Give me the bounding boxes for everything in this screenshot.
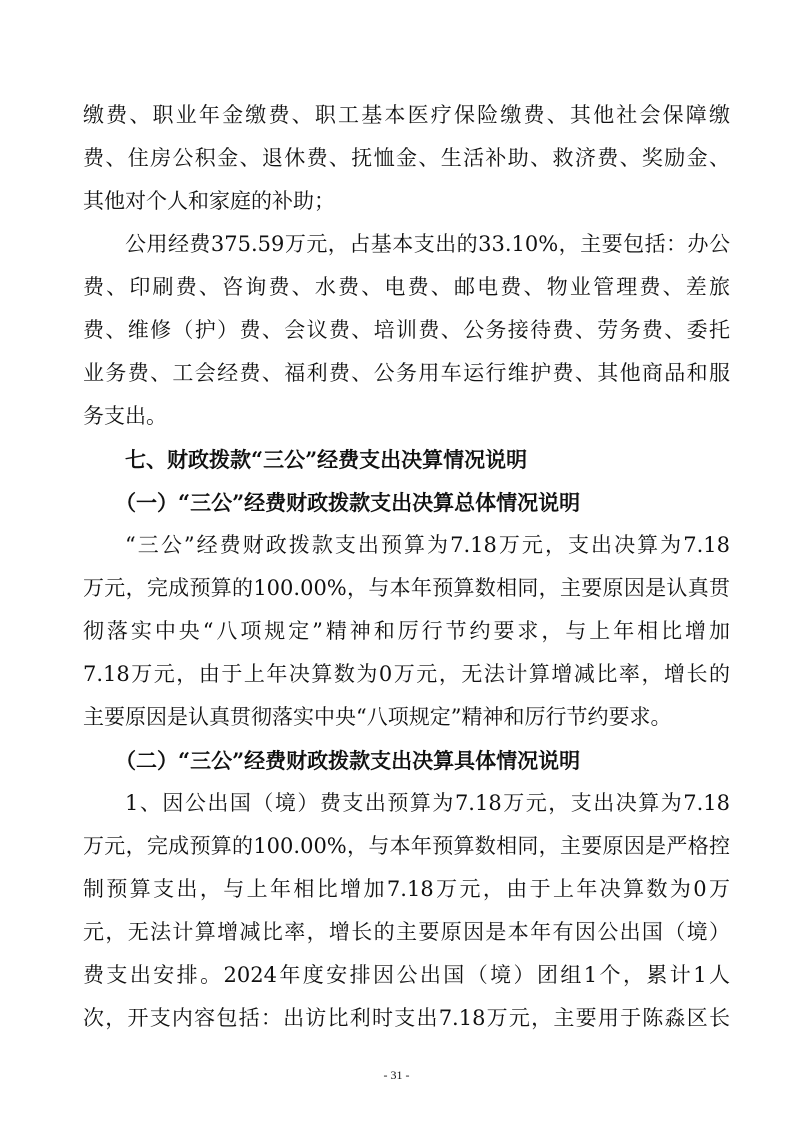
text-line: 务支出。	[83, 404, 167, 428]
text-line: 制预算支出，与上年相比增加7.18万元，由于上年决算数为0万	[83, 877, 730, 901]
section-heading: 七、财政拨款“三公”经费支出决算情况说明	[125, 447, 528, 472]
page-number: - 31 -	[383, 1068, 410, 1082]
text-line: 费、住房公积金、退休费、抚恤金、生活补助、救济费、奖励金、	[83, 146, 730, 170]
text-line: 元，无法计算增减比率，增长的主要原因是本年有因公出国（境）	[83, 920, 730, 944]
text-line: 费支出安排。2024年度安排因公出国（境）团组1个，累计1人	[83, 963, 730, 987]
text-line: 主要原因是认真贯彻落实中央“八项规定”精神和厉行节约要求。	[83, 705, 672, 729]
text-line: 万元，完成预算的100.00%，与本年预算数相同，主要原因是严格控	[83, 834, 730, 858]
text-line: 7.18万元，由于上年决算数为0万元，无法计算增减比率，增长的	[83, 662, 730, 686]
text-line: 彻落实中央“八项规定”精神和厉行节约要求，与上年相比增加	[83, 619, 730, 643]
subsection-heading: （一）“三公”经费财政拨款支出决算总体情况说明	[115, 490, 581, 515]
text-line: 1、因公出国（境）费支出预算为7.18万元，支出决算为7.18	[125, 791, 730, 815]
text-line: 费、维修（护）费、会议费、培训费、公务接待费、劳务费、委托	[83, 318, 730, 342]
text-line: 缴费、职业年金缴费、职工基本医疗保险缴费、其他社会保障缴	[83, 103, 730, 127]
text-line: 次，开支内容包括：出访比利时支出7.18万元，主要用于陈淼区长	[83, 1006, 730, 1030]
document-body	[83, 94, 730, 1040]
text-line: 公用经费375.59万元，占基本支出的33.10%，主要包括：办公	[125, 232, 730, 256]
text-line: 业务费、工会经费、福利费、公务用车运行维护费、其他商品和服	[83, 361, 730, 385]
text-line: 万元，完成预算的100.00%，与本年预算数相同，主要原因是认真贯	[83, 576, 730, 600]
text-line: 费、印刷费、咨询费、水费、电费、邮电费、物业管理费、差旅	[83, 275, 730, 299]
text-line: 其他对个人和家庭的补助；	[83, 189, 335, 213]
subsection-heading: （二）“三公”经费财政拨款支出决算具体情况说明	[115, 748, 581, 773]
text-line: “三公”经费财政拨款支出预算为7.18万元，支出决算为7.18	[125, 533, 730, 557]
